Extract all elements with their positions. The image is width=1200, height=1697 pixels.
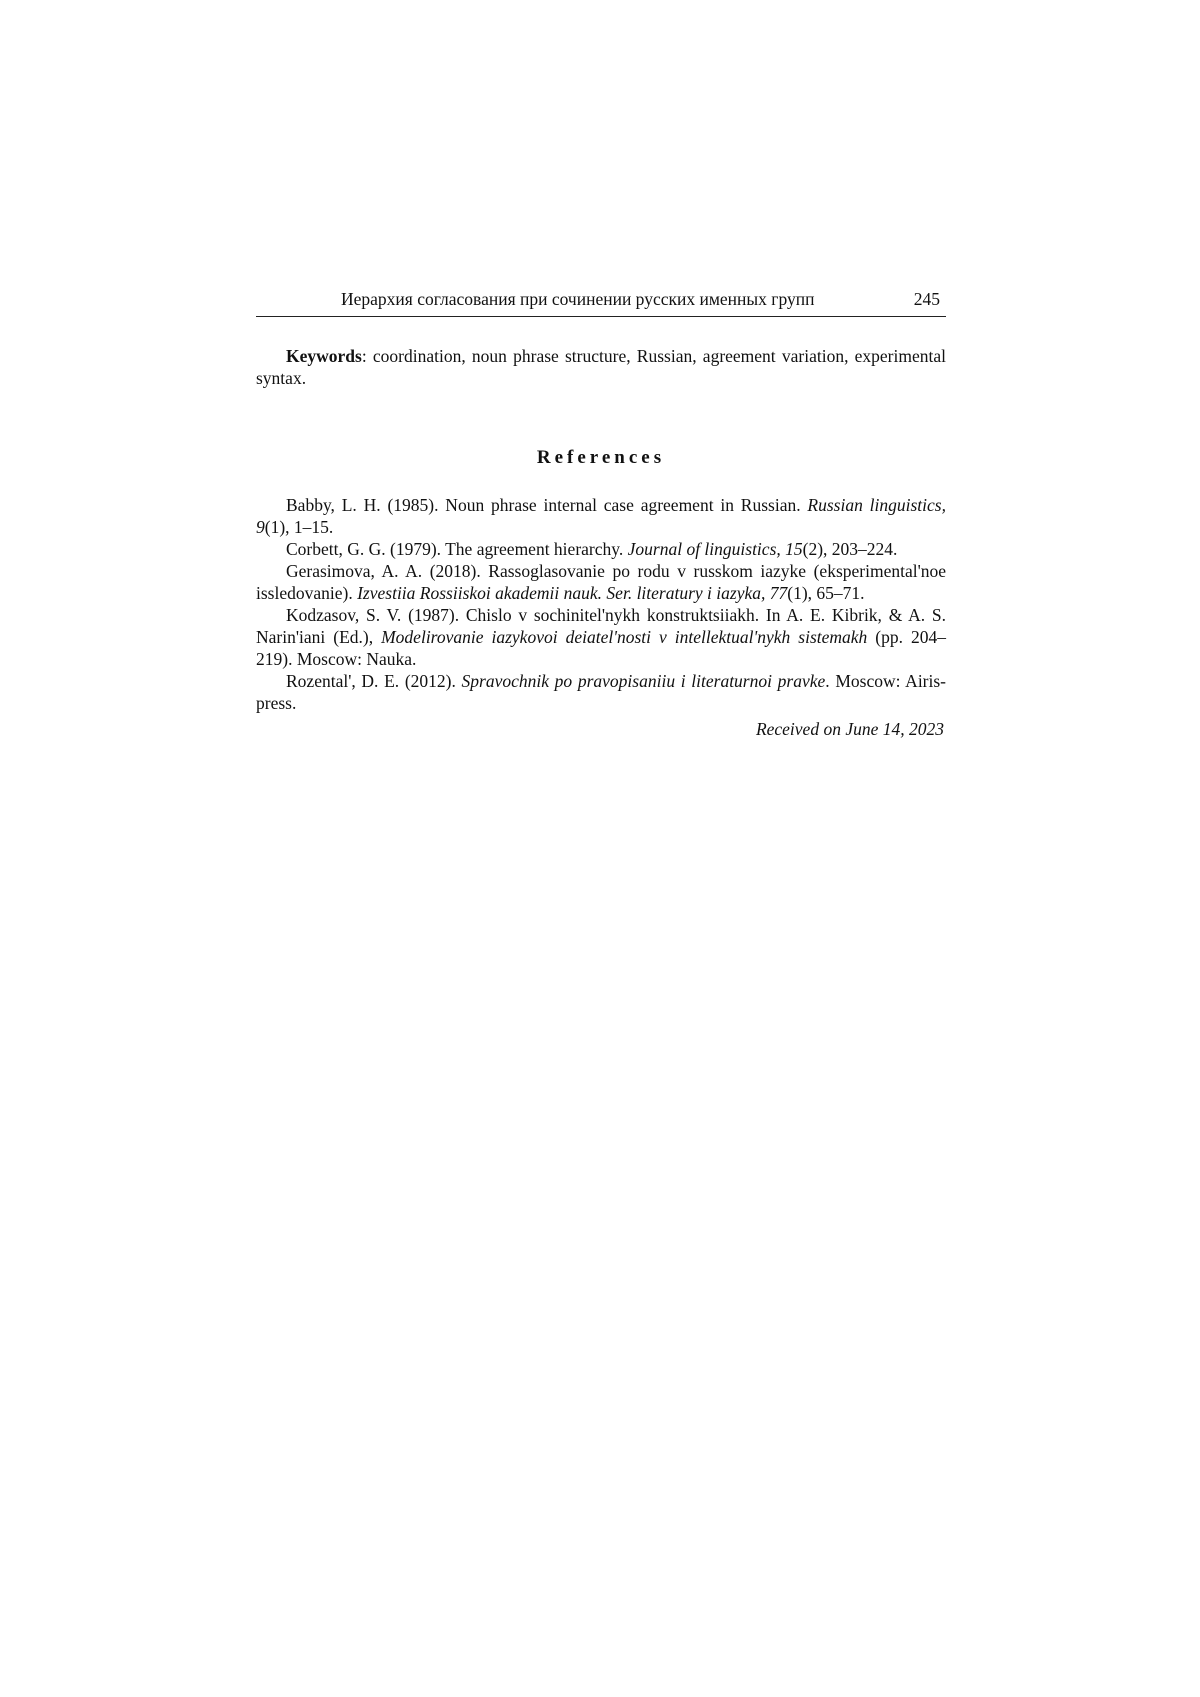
page-number: 245 — [913, 289, 940, 309]
text-column — [256, 286, 946, 740]
reference-tail: . Moscow: Airis-press. — [256, 671, 947, 713]
reference-tail: (2), 203–224. — [802, 539, 898, 559]
reference-source: Spravochnik po pravopisaniiu i literaturnoi pravke — [461, 671, 826, 691]
reference-authors: Babby, L. H. (1985). Noun phrase internal case agreement in Russian. — [286, 495, 808, 515]
reference-item — [256, 560, 946, 604]
references-list — [256, 494, 946, 714]
reference-item — [256, 494, 946, 538]
reference-authors: Kodzasov, S. V. (1987). Chislo v sochinitel'nykh konstruktsiiakh. In A. E. Kibrik, & A. S. Narin'iani (Ed.), — [256, 605, 946, 647]
reference-authors: Rozental', D. E. (2012). — [286, 671, 462, 691]
keywords-paragraph — [256, 345, 946, 389]
keywords-label: Keywords — [286, 346, 362, 366]
running-title: Иерархия согласования при сочинении русских именных групп — [341, 289, 815, 309]
reference-item — [256, 604, 946, 670]
keywords-text: : coordination, noun phrase structure, Russian, agreement variation, experimental syntax. — [256, 346, 946, 388]
reference-item — [256, 538, 946, 560]
reference-tail: (pp. 204–219). Moscow: Nauka. — [256, 627, 947, 669]
reference-item — [256, 670, 946, 714]
reference-source: Izvestiia Rossiiskoi akademii nauk. Ser. literatury i iazyka, 77 — [357, 583, 788, 603]
received-date: Received on June 14, 2023 — [755, 719, 944, 739]
reference-authors: Gerasimova, A. A. (2018). Rassoglasovanie po rodu v russkom iazyke (eksperimental'noe issledovanie). — [256, 561, 946, 603]
reference-authors: Corbett, G. G. (1979). The agreement hierarchy. — [286, 539, 628, 559]
reference-tail: (1), 1–15. — [264, 517, 334, 537]
reference-source: Russian linguistics, 9 — [256, 495, 946, 537]
reference-source: Modelirovanie iazykovoi deiatel'nosti v intellektual'nykh sistemakh — [381, 627, 868, 647]
references-heading: References — [536, 447, 666, 468]
reference-tail: (1), 65–71. — [787, 583, 865, 603]
running-header — [256, 286, 946, 317]
reference-source: Journal of linguistics, 15 — [627, 539, 803, 559]
